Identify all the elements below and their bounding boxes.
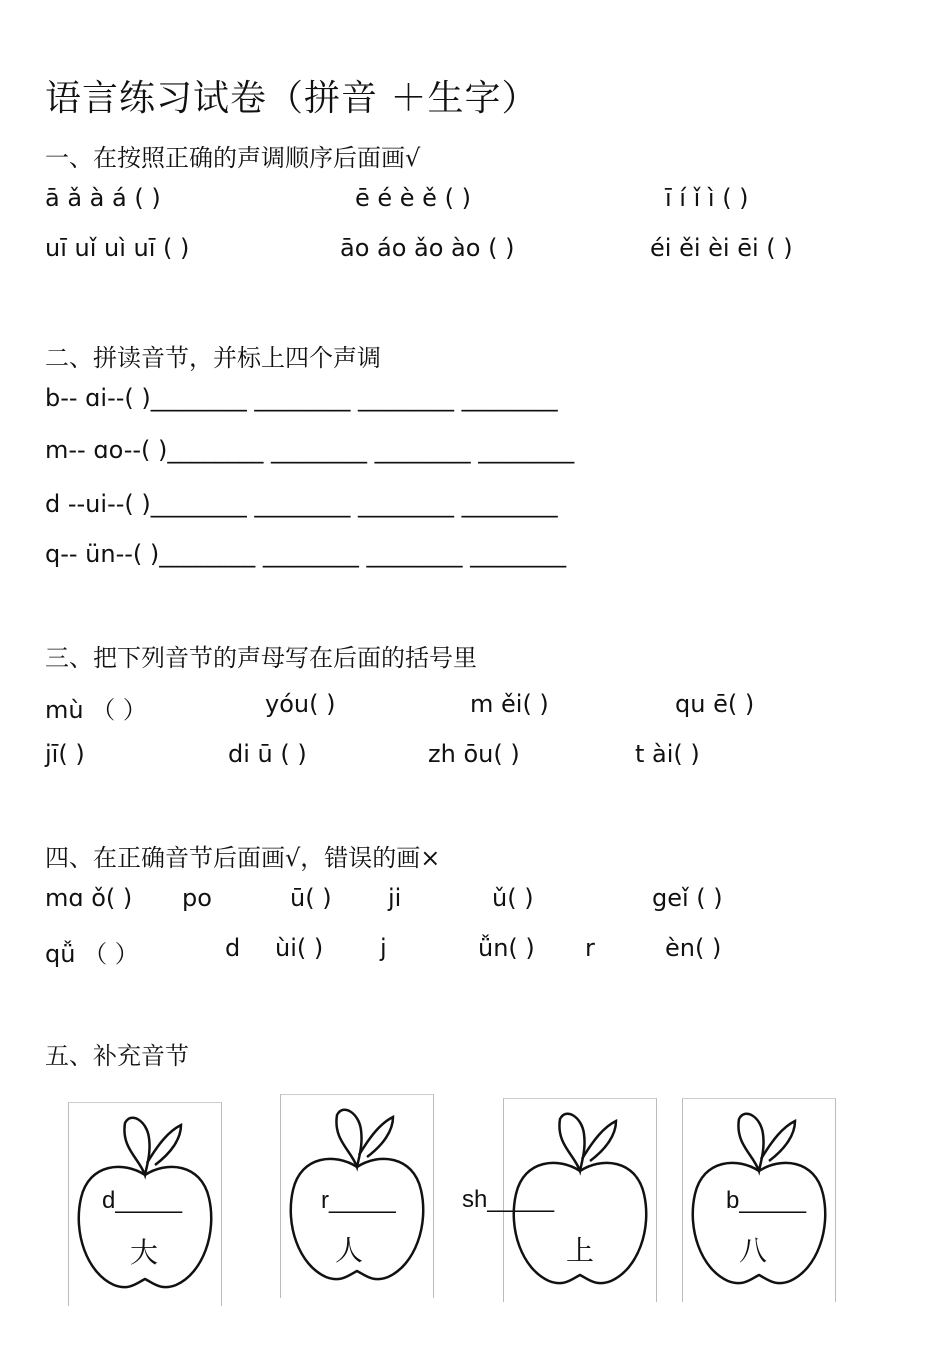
s3-row1-item1: mù （ ） xyxy=(45,696,147,724)
s1-row2-item3: éi ěi èi ēi ( ) xyxy=(650,234,793,262)
s4-row2-item2: d xyxy=(225,934,241,962)
apple-2-hanzi: 人 xyxy=(335,1234,364,1267)
apple-3-hanzi: 上 xyxy=(566,1234,595,1267)
apple-4-hanzi: 八 xyxy=(739,1234,768,1267)
apple-card-4 xyxy=(682,1098,836,1302)
s4-row2-item7: èn( ) xyxy=(665,934,722,962)
s3-row2-item3: zh ōu( ) xyxy=(428,740,520,768)
section-3-heading: 三、把下列音节的声母写在后面的括号里 xyxy=(45,644,477,672)
s3-row2-item2: di ū ( ) xyxy=(228,740,307,768)
s4-row1-item4: ji xyxy=(388,884,402,912)
section-4-heading: 四、在正确音节后面画√，错误的画× xyxy=(45,844,441,872)
s1-row1-item2: ē é è ě ( ) xyxy=(355,184,471,212)
apple-card-1 xyxy=(68,1102,222,1306)
s4-row2-item3: ùi( ) xyxy=(275,934,324,962)
s3-row1-item2: yóu( ) xyxy=(265,690,336,718)
s1-row1-item3: ī í ǐ ì ( ) xyxy=(665,184,749,212)
apple-4-pinyin: b_____ xyxy=(726,1187,807,1214)
s1-row1-item1: ā ǎ à á ( ) xyxy=(45,184,161,212)
s3-row1-item3: m ěi( ) xyxy=(470,690,549,718)
section-1-heading: 一、在按照正确的声调顺序后面画√ xyxy=(45,144,421,172)
apple-1-pinyin: d_____ xyxy=(102,1187,183,1214)
s2-row4: q-- ün--( )________ ________ ________ ________ xyxy=(45,540,567,568)
section-5-heading: 五、补充音节 xyxy=(45,1042,189,1070)
s2-row2: m-- ɑo--( )________ ________ ________ ________ xyxy=(45,436,575,464)
s4-row1-item3: ū( ) xyxy=(290,884,332,912)
s1-row2-item1: uī uǐ uì uī ( ) xyxy=(45,234,190,262)
s4-row1-item5: ǔ( ) xyxy=(492,884,534,912)
s4-row2-item4: j xyxy=(380,934,387,962)
s4-row1-item2: po xyxy=(182,884,212,912)
s4-row2-item1: qǚ （ ） xyxy=(45,940,139,968)
s4-row1-item1: mɑ ǒ( ) xyxy=(45,884,133,912)
s3-row1-item4: qu ē( ) xyxy=(675,690,755,718)
s2-row3: d --ui--( )________ ________ ________ ________ xyxy=(45,490,558,518)
apple-2-pinyin: r_____ xyxy=(321,1187,396,1214)
s3-row2-item4: t ài( ) xyxy=(635,740,700,768)
s1-row2-item2: āo áo ǎo ào ( ) xyxy=(340,234,515,262)
s3-row2-item1: jī( ) xyxy=(45,740,85,768)
section-2-heading: 二、拼读音节，并标上四个声调 xyxy=(45,344,381,372)
apple-card-2 xyxy=(280,1094,434,1298)
s4-row2-item5: ǚn( ) xyxy=(478,934,535,962)
apple-3-pinyin: sh_____ xyxy=(462,1186,555,1213)
s4-row2-item6: r xyxy=(585,934,595,962)
s4-row1-item6: geǐ ( ) xyxy=(652,884,723,912)
page-title: 语言练习试卷（拼音 ＋生字） xyxy=(45,78,539,119)
s2-row1: b-- ɑi--( )________ ________ ________ ________ xyxy=(45,384,558,412)
apple-1-hanzi: 大 xyxy=(130,1236,159,1269)
